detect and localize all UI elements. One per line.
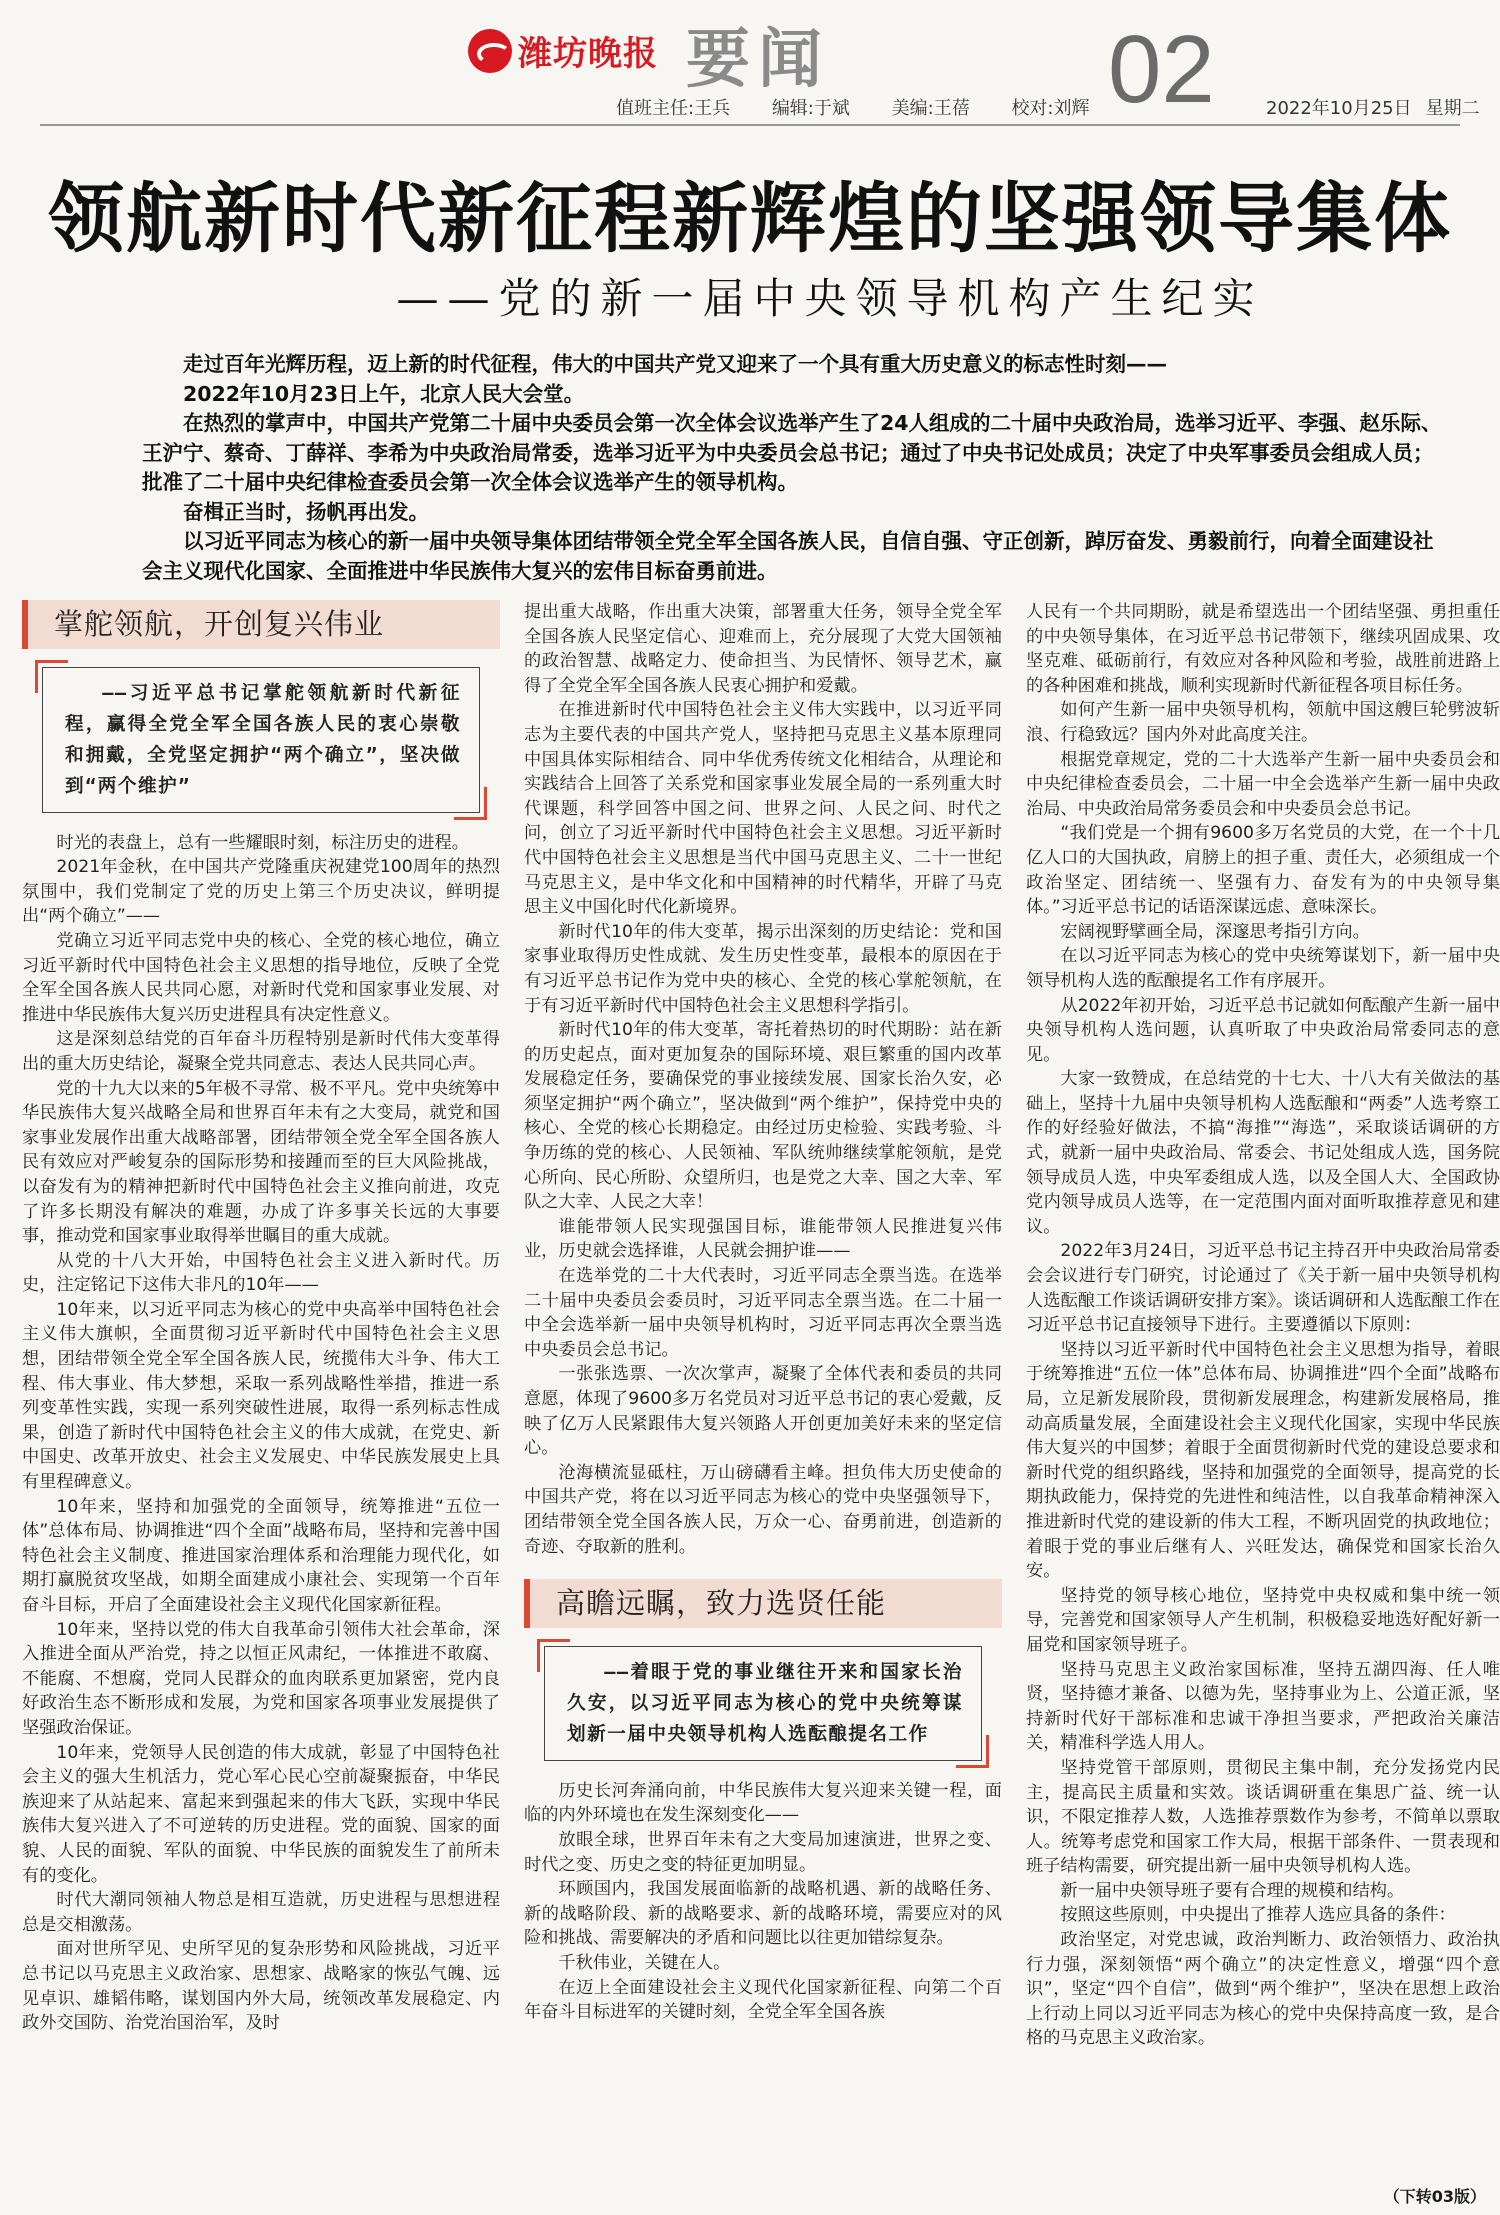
body-paragraph: 10年来，以习近平同志为核心的党中央高举中国特色社会主义伟大旗帜，全面贯彻习近平新时代中国特色社会主义思想，团结带领全党全军全国各族人民，统揽伟大斗争、伟大工程、伟大事业、伟大梦想，采取一系列战略性举措，推进一系列变革性实践，实现一系列突破性进展，取得一系列标志性成果，创造了新时代中国特色社会主义的伟大成就，在党史、新中国史、改革开放史、社会主义发展史、中华民族发展史上具有里程碑意义。 <box>22 1299 500 1493</box>
section-title-2: 高瞻远瞩，致力选贤任能 <box>524 1579 1002 1628</box>
body-paragraph: 根据党章规定，党的二十大选举产生新一届中央委员会和中央纪律检查委员会，二十届一中全会选举产生新一届中央政治局、中央政治局常务委员会和中央委员会总书记。 <box>1026 749 1500 819</box>
body-paragraph: 千秋伟业，关键在人。 <box>558 1952 731 1973</box>
lead-paragraph: 以习近平同志为核心的新一届中央领导集体团结带领全党全军全国各族人民，自信自强、守正创新，踔厉奋发、勇毅前行，向着全面建设社会主义现代化国家、全面推进中华民族伟大复兴的宏伟目标奋勇前进。 <box>142 529 1434 583</box>
body-paragraph: 放眼全球，世界百年未有之大变局加速演进，世界之变、时代之变、历史之变的特征更加明显。 <box>524 1829 1002 1875</box>
staff-art: 美编:王蓓 <box>891 98 970 119</box>
body-paragraph: 10年来，坚持以党的伟大自我革命引领伟大社会革命，深入推进全面从严治党，持之以恒正风肃纪，一体推进不敢腐、不能腐、不想腐，党同人民群众的血肉联系更加紧密，党内良好政治生态不断形成和发展，为党和国家各项事业发展提供了坚强政治保证。 <box>22 1619 500 1738</box>
paper-name: 潍坊晚报 <box>518 34 658 74</box>
body-paragraph: 时光的表盘上，总有一些耀眼时刻，标注历史的进程。 <box>56 832 469 853</box>
headline: 领航新时代新征程新辉煌的坚强领导集体 <box>48 174 1452 263</box>
body-paragraph: 政治坚定，对党忠诚，政治判断力、政治领悟力、政治执行力强，深刻领悟“两个确立”的决定性意义，增强“四个意识”，坚定“四个自信”，做到“两个维护”，坚决在思想上政治上行动上同以习近平同志为核心的党中央保持高度一致，是合格的马克思主义政治家。 <box>1026 1930 1500 2049</box>
body-paragraph: 党的十九大以来的5年极不寻常、极不平凡。党中央统筹中华民族伟大复兴战略全局和世界百年未有之大变局，就党和国家事业发展作出重大战略部署，团结带领全党全军全国各族人民有效应对严峻复杂的国际形势和接踵而至的巨大风险挑战，以奋发有为的精神把新时代中国特色社会主义推向前进，攻克了许多长期没有解决的难题，办成了许多事关长远的大事要事，推动党和国家事业取得举世瞩目的重大成就。 <box>22 1078 500 1247</box>
body-paragraph: 在推进新时代中国特色社会主义伟大实践中，以习近平同志为主要代表的中国共产党人，坚持把马克思主义基本原理同中国具体实际相结合、同中华优秀传统文化相结合，从理论和实践结合上回答了关系党和国家事业发展全局的一系列重大时代课题，科学回答中国之问、世界之问、人民之问、时代之问，创立了习近平新时代中国特色社会主义思想。习近平新时代中国特色社会主义思想是当代中国马克思主义、二十一世纪马克思主义，是中华文化和中国精神的时代精华，开辟了马克思主义中国化时代化新境界。 <box>524 700 1002 918</box>
masthead-divider <box>40 124 1460 126</box>
newspaper-logo <box>468 26 658 75</box>
body-paragraph: 大家一致赞成，在总结党的十七大、十八大有关做法的基础上，坚持十九届中央领导机构人选酝酿和“两委”人选考察工作的好经验好做法，不搞“海推”“海选”，采取谈话调研的方式，就新一届中央政治局、常委会、书记处组成人选，国务院领导成员人选，中央军委组成人选，以及全国人大、全国政协党内领导成员人选等，在一定范围内面对面听取推荐意见和建议。 <box>1026 1069 1500 1237</box>
lead-paragraph: 走过百年光辉历程，迈上新的时代征程，伟大的中国共产党又迎来了一个具有重大历史意义的标志性时刻—— <box>183 352 1167 376</box>
weekday-text: 星期二 <box>1425 98 1480 119</box>
body-paragraph: 党确立习近平同志党中央的核心、全党的核心地位，确立习近平新时代中国特色社会主义思想的指导地位，反映了全党全军全国各族人民共同心愿，对新时代党和国家事业发展、对推进中华民族伟大复兴历史进程具有决定性意义。 <box>22 930 500 1025</box>
lead-paragraphs <box>142 350 1442 586</box>
quote-text: ——着眼于党的事业继往开来和国家长治久安，以习近平同志为核心的党中央统筹谋划新一届中央领导机构人选酝酿提名工作 <box>567 1661 963 1745</box>
staff-duty: 值班主任:王兵 <box>616 98 731 119</box>
subheadline: ——党的新一届中央领导机构产生纪实 <box>396 274 1264 323</box>
body-paragraph: 在迈上全面建设社会主义现代化国家新征程、向第二个百年奋斗目标进军的关键时刻，全党全军全国各族 <box>524 1977 1002 2023</box>
body-paragraph: 宏阔视野擘画全局，深邃思考指引方向。 <box>1060 921 1370 942</box>
column-3 <box>1026 600 1500 2051</box>
continued-note: （下转03版） <box>1380 2184 1490 2207</box>
body-paragraph: 从2022年初开始，习近平总书记就如何酝酿产生新一届中央领导机构人选问题，认真听取了中央政治局常委同志的意见。 <box>1026 995 1500 1065</box>
body-paragraph: 10年来，坚持和加强党的全面领导，统筹推进“五位一体”总体布局、协调推进“四个全面”战略布局，坚持和完善中国特色社会主义制度、推进国家治理体系和治理能力现代化，如期打赢脱贫攻坚战，如期全面建成小康社会、实现第一个百年奋斗目标，开启了全面建设社会主义现代化国家新征程。 <box>22 1496 500 1615</box>
body-paragraph: 提出重大战略，作出重大决策，部署重大任务，领导全党全军全国各族人民坚定信心、迎难而上，充分展现了大党大国领袖的政治智慧、战略定力、使命担当、为民情怀、领导艺术，赢得了全党全军全国各族人民衷心拥护和爱戴。 <box>524 602 1002 696</box>
lead-paragraph: 在热烈的掌声中，中国共产党第二十届中央委员会第一次全体会议选举产生了24人组成的二十届中央政治局，选举习近平、李强、赵乐际、王沪宁、蔡奇、丁薛祥、李希为中央政治局常委，选举习近平为中央委员会总书记；通过了中央书记处成员；决定了中央军事委员会组成人员；批准了二十届中央纪律检查委员会第一次全体会议选举产生的领导机构。 <box>142 411 1442 494</box>
section-quote-1 <box>42 667 480 813</box>
section-title-1: 掌舵领航，开创复兴伟业 <box>22 600 500 649</box>
section-quote-2 <box>544 1646 982 1761</box>
staff-proof: 校对:刘辉 <box>1011 98 1090 119</box>
section-spacer <box>524 1559 1002 1579</box>
body-paragraph: 面对世所罕见、史所罕见的复杂形势和风险挑战，习近平总书记以马克思主义政治家、思想家、战略家的恢弘气魄、远见卓识、雄韬伟略，谋划国内外大局，统领改革发展稳定、内政外交国防、治党治国治军，及时 <box>22 1939 500 2034</box>
body-paragraph: 坚持党的领导核心地位，坚持党中央权威和集中统一领导，完善党和国家领导人产生机制，积极稳妥地选好配好新一届党和国家领导班子。 <box>1026 1585 1500 1655</box>
body-paragraph: 从党的十八大开始，中国特色社会主义进入新时代。历史，注定铭记下这伟大非凡的10年—— <box>22 1250 500 1296</box>
column-2 <box>524 600 1002 2025</box>
body-paragraph: 在选举党的二十大代表时，习近平同志全票当选。在选举二十届中央委员会委员时，习近平同志全票当选。在二十届一中全会选举新一届中央领导机构时，习近平同志再次全票当选中央委员会总书记。 <box>524 1266 1002 1360</box>
column-1 <box>22 600 500 2036</box>
quote-text: ——习近平总书记掌舵领航新时代新征程，赢得全党全军全国各族人民的衷心崇敬和拥戴，全党坚定拥护“两个确立”，坚决做到“两个维护” <box>65 682 461 797</box>
body-paragraph: 一张张选票、一次次掌声，凝聚了全体代表和委员的共同意愿，体现了9600多万名党员对习近平总书记的衷心爱戴，反映了亿万人民紧跟伟大复兴领路人开创更加美好未来的坚定信心。 <box>524 1364 1002 1459</box>
body-paragraph: 坚持以习近平新时代中国特色社会主义思想为指导，着眼于统筹推进“五位一体”总体布局、协调推进“四个全面”战略布局，立足新发展阶段，贯彻新发展理念，构建新发展格局，推动高质量发展，全面建设社会主义现代化国家，实现中华民族伟大复兴的中国梦；着眼于全面贯彻新时代党的建设总要求和新时代党的组织路线，坚持和加强党的全面领导，提高党的长期执政能力，保持党的先进性和纯洁性，以自我革命精神深入推进新时代党的建设新的伟大工程，不断巩固党的执政地位；着眼于党的事业后继有人、兴旺发达，确保党和国家长治久安。 <box>1026 1339 1500 1582</box>
date-text: 2022年10月25日 <box>1266 98 1412 119</box>
issue-date <box>1252 94 1480 120</box>
staff-editor: 编辑:于斌 <box>771 98 850 119</box>
body-paragraph: “我们党是一个拥有9600多万名党员的大党，在一个十几亿人口的大国执政，肩膀上的担子重、责任大，必须组成一个政治坚定、团结统一、坚强有力、奋发有为的中央领导集体。”习近平总书记的话语深谋远虑、意味深长。 <box>1026 823 1500 918</box>
body-paragraph: 时代大潮同领袖人物总是相互造就，历史进程与思想进程总是交相激荡。 <box>22 1890 500 1935</box>
body-paragraph: 这是深刻总结党的百年奋斗历程特别是新时代伟大变革得出的重大历史结论，凝聚全党共同意志、表达人民共同心声。 <box>22 1029 500 1074</box>
body-paragraph: 新一届中央领导班子要有合理的规模和结构。 <box>1060 1880 1405 1901</box>
logo-swirl-icon <box>468 29 512 73</box>
body-paragraph: 按照这些原则，中央提出了推荐人选应具备的条件： <box>1060 1905 1456 1926</box>
body-paragraph: 坚持党管干部原则，贯彻民主集中制，充分发扬党内民主，提高民主质量和实效。谈话调研重在集思广益、统一认识，不限定推荐人数，人选推荐票数作为参考，不简单以票取人。统筹考虑党和国家工作大局，根据干部条件、一贯表现和班子结构需要，研究提出新一届中央领导机构人选。 <box>1026 1757 1500 1877</box>
lead-paragraph: 奋楫正当时，扬帆再出发。 <box>183 499 429 524</box>
body-paragraph: 2021年金秋，在中国共产党隆重庆祝建党100周年的热烈氛围中，我们党制定了党的历史上第三个历史决议，鲜明提出“两个确立”—— <box>22 857 500 927</box>
body-paragraph: 历史长河奔涌向前，中华民族伟大复兴迎来关键一程，面临的内外环境也在发生深刻变化—— <box>524 1780 1002 1826</box>
body-paragraph: 在以习近平同志为核心的党中央统筹谋划下，新一届中央领导机构人选的酝酿提名工作有序展开。 <box>1026 946 1500 991</box>
masthead <box>0 0 1500 123</box>
body-paragraph: 坚持马克思主义政治家国标准，坚持五湖四海、任人唯贤，坚持德才兼备、以德为先，坚持事业为上、公道正派，坚持新时代好干部标准和忠诚干净担当要求，严把政治关廉洁关，精准科学选人用人。 <box>1026 1659 1500 1754</box>
body-paragraph: 10年来，党领导人民创造的伟大成就，彰显了中国特色社会主义的强大生机活力，党心军心民心空前凝聚振奋，中华民族迎来了从站起来、富起来到强起来的伟大飞跃，实现中华民族伟大复兴进入了不可逆转的历史进程。党的面貌、国家的面貌、人民的面貌、军队的面貌、中华民族的面貌发生了前所未有的变化。 <box>22 1742 500 1886</box>
body-paragraph: 如何产生新一届中央领导机构，领航中国这艘巨轮劈波斩浪、行稳致远？国内外对此高度关注。 <box>1026 700 1500 745</box>
body-paragraph: 沧海横流显砥柱，万山磅礴看主峰。担负伟大历史使命的中国共产党，将在以习近平同志为核心的党中央坚强领导下，团结带领全党全国各族人民，万众一心、奋勇前进，创造新的奇迹、夺取新的胜利。 <box>524 1462 1002 1557</box>
section-name: 要闻 <box>686 23 830 97</box>
body-paragraph: 人民有一个共同期盼，就是希望选出一个团结坚强、勇担重任的中央领导集体，在习近平总书记带领下，继续巩固成果、攻坚克难、砥砺前行，有效应对各种风险和考验，战胜前进路上的各种困难和挑战，顺利实现新时代新征程各项目标任务。 <box>1026 602 1500 696</box>
staff-credits <box>616 94 1116 120</box>
body-paragraph: 谁能带领人民实现强国目标，谁能带领人民推进复兴伟业，历史就会选择谁，人民就会拥护谁—— <box>524 1216 1002 1262</box>
page-number: 02 <box>1108 16 1215 123</box>
body-paragraph: 环顾国内，我国发展面临新的战略机遇、新的战略任务、新的战略阶段、新的战略要求、新的战略环境，需要应对的风险和挑战、需要解决的矛盾和问题比以往更加错综复杂。 <box>524 1879 1002 1949</box>
body-paragraph: 2022年3月24日，习近平总书记主持召开中央政治局常委会会议进行专门研究，讨论通过了《关于新一届中央领导机构人选酝酿工作谈话调研安排方案》。谈话调研和人选酝酿工作在习近平总书记直接领导下进行。主要遵循以下原则： <box>1026 1241 1500 1336</box>
lead-paragraph: 2022年10月23日上午，北京人民大会堂。 <box>183 381 585 406</box>
body-paragraph: 新时代10年的伟大变革，寄托着热切的时代期盼：站在新的历史起点，面对更加复杂的国际环境、艰巨繁重的国内改革发展稳定任务，要确保党的事业接续发展、国家长治久安，必须坚定拥护“两个确立”，坚决做到“两个维护”，保持党中央的核心、全党的核心长期稳定。由经过历史检验、实践考验、斗争历练的党的核心、人民领袖、军队统帅继续掌舵领航，是党心所向、民心所盼、众望所归，也是党之大幸、国之大幸、军队之大幸、人民之大幸！ <box>524 1020 1002 1213</box>
body-paragraph: 新时代10年的伟大变革，揭示出深刻的历史结论：党和国家事业取得历史性成就、发生历史性变革，最根本的原因在于有习近平总书记作为党中央的核心、全党的核心掌舵领航，在于有习近平新时代中国特色社会主义思想科学指引。 <box>524 921 1002 1016</box>
